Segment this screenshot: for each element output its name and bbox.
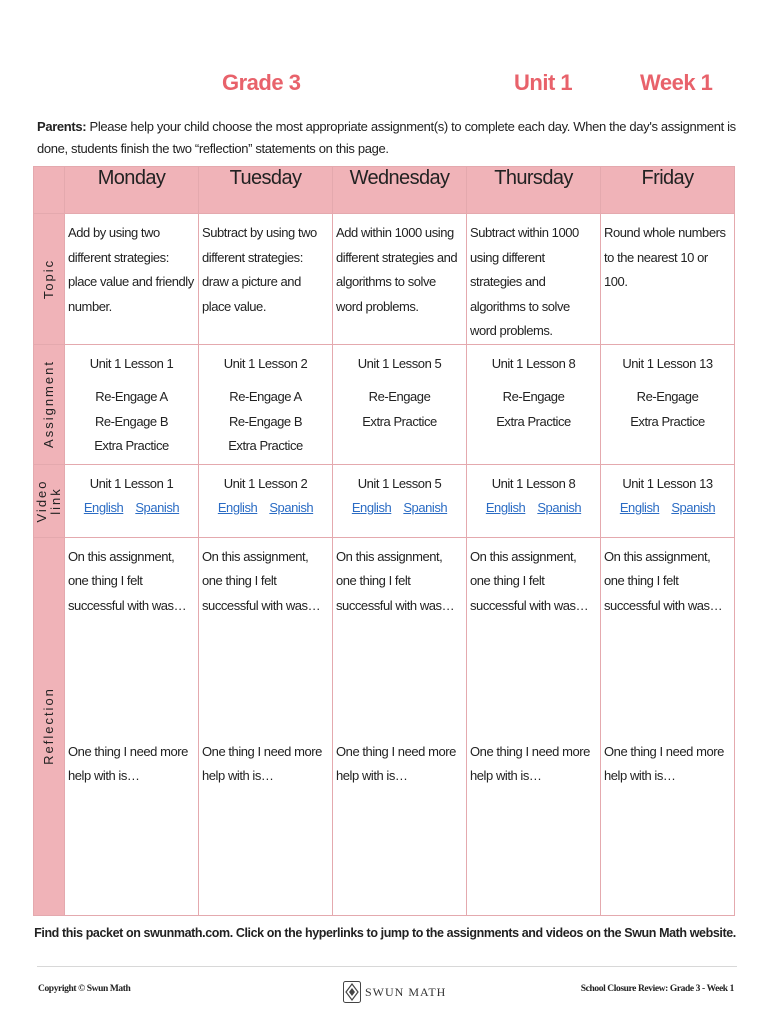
weekly-plan-table <box>33 166 735 916</box>
reflection-monday <box>65 537 199 916</box>
video-spanish-link[interactable]: Spanish <box>537 500 582 515</box>
day-header-monday: Monday <box>65 167 199 214</box>
topic-thursday: Subtract within 1000 using different strategies and algorithms to solve word problems. <box>467 214 601 345</box>
grade-title: Grade 3 <box>222 70 301 95</box>
video-spanish-link[interactable]: Spanish <box>403 500 448 515</box>
video-tuesday <box>199 464 333 537</box>
day-header-wednesday: Wednesday <box>333 167 467 214</box>
reflection-help-prompt: One thing I need more help with is… <box>470 743 590 783</box>
video-lesson: Unit 1 Lesson 8 <box>491 475 576 491</box>
parents-label: Parents: <box>37 119 87 134</box>
assignment-practice[interactable]: Re-Engage A <box>229 389 302 404</box>
reflection-help-prompt: One thing I need more help with is… <box>336 743 456 783</box>
video-lesson: Unit 1 Lesson 2 <box>223 475 308 491</box>
swun-logo-icon <box>343 981 361 1003</box>
reflection-help-prompt: One thing I need more help with is… <box>202 743 322 783</box>
video-spanish-link[interactable]: Spanish <box>671 500 716 515</box>
assignment-practice[interactable]: Re-Engage <box>636 389 699 404</box>
assignment-wednesday <box>333 344 467 464</box>
video-lesson: Unit 1 Lesson 5 <box>357 475 442 491</box>
topic-monday: Add by using two different strategies: place value and friendly number. <box>65 214 199 345</box>
video-english-link[interactable]: English <box>351 500 392 515</box>
review-title: School Closure Review: Grade 3 - Week 1 <box>580 984 734 994</box>
reflection-success-prompt: On this assignment, one thing I felt successful with was… <box>336 548 455 613</box>
reflection-success-prompt: On this assignment, one thing I felt successful with was… <box>604 548 723 613</box>
video-english-link[interactable]: English <box>485 500 526 515</box>
assignment-practice[interactable]: Re-Engage <box>502 389 565 404</box>
reflection-wednesday <box>333 537 467 916</box>
topic-tuesday: Subtract by using two different strategies: draw a picture and place value. <box>199 214 333 345</box>
swun-math-logo <box>343 976 446 1008</box>
reflection-tuesday <box>199 537 333 916</box>
video-spanish-link[interactable]: Spanish <box>269 500 314 515</box>
reflection-row-label: Reflection <box>34 537 65 916</box>
assignment-practice[interactable]: Extra Practice <box>362 413 437 429</box>
video-lesson: Unit 1 Lesson 1 <box>89 475 174 491</box>
assignment-row-label: Assignment <box>34 344 65 464</box>
parents-instructions <box>37 116 737 160</box>
assignment-practice[interactable]: Re-Engage B <box>94 413 169 429</box>
day-header-thursday: Thursday <box>467 167 601 214</box>
video-english-link[interactable]: English <box>83 500 124 515</box>
video-lesson: Unit 1 Lesson 13 <box>622 475 713 491</box>
reflection-friday <box>601 537 735 916</box>
footer-instructions: Find this packet on swunmath.com. Click on the hyperlinks to jump to the assignments and videos on the Swun Math website. <box>34 926 736 940</box>
logo-wordmark: SWUN MATH <box>365 985 447 999</box>
video-monday <box>65 464 199 537</box>
assignment-tuesday <box>199 344 333 464</box>
video-english-link[interactable]: English <box>217 500 258 515</box>
video-friday <box>601 464 735 537</box>
assignment-lesson[interactable]: Unit 1 Lesson 13 <box>622 355 713 371</box>
reflection-help-prompt: One thing I need more help with is… <box>604 743 724 783</box>
topic-row <box>34 214 735 345</box>
assignment-thursday <box>467 344 601 464</box>
reflection-row <box>34 537 735 916</box>
assignment-practice[interactable]: Extra Practice <box>630 413 705 429</box>
assignment-practice[interactable]: Re-Engage <box>368 389 431 404</box>
assignment-lesson[interactable]: Unit 1 Lesson 1 <box>89 355 174 371</box>
reflection-help-prompt: One thing I need more help with is… <box>68 743 188 783</box>
reflection-thursday <box>467 537 601 916</box>
day-header-tuesday: Tuesday <box>199 167 333 214</box>
assignment-practice[interactable]: Extra Practice <box>94 438 169 453</box>
video-row <box>34 464 735 537</box>
assignment-monday <box>65 344 199 464</box>
video-wednesday <box>333 464 467 537</box>
video-thursday <box>467 464 601 537</box>
video-row-label: Video link <box>34 464 65 537</box>
assignment-practice[interactable]: Re-Engage A <box>95 389 168 404</box>
day-header-friday: Friday <box>601 167 735 214</box>
assignment-lesson[interactable]: Unit 1 Lesson 8 <box>491 355 576 371</box>
copyright-text: Copyright © Swun Math <box>38 984 131 994</box>
day-header-row <box>34 167 735 214</box>
assignment-practice[interactable]: Extra Practice <box>228 438 303 453</box>
reflection-success-prompt: On this assignment, one thing I felt successful with was… <box>470 548 589 613</box>
assignment-practice[interactable]: Re-Engage B <box>228 413 303 429</box>
unit-title: Unit 1 <box>514 70 573 95</box>
footer-divider <box>37 966 737 967</box>
topic-friday: Round whole numbers to the nearest 10 or 100. <box>601 214 735 345</box>
assignment-lesson[interactable]: Unit 1 Lesson 5 <box>357 355 442 371</box>
reflection-success-prompt: On this assignment, one thing I felt successful with was… <box>202 548 321 613</box>
corner-cell <box>34 167 65 214</box>
video-english-link[interactable]: English <box>619 500 660 515</box>
reflection-success-prompt: On this assignment, one thing I felt successful with was… <box>68 548 187 613</box>
assignment-practice[interactable]: Extra Practice <box>496 413 571 429</box>
topic-row-label: Topic <box>34 214 65 345</box>
week-title: Week 1 <box>640 70 713 95</box>
parents-text: Please help your child choose the most appropriate assignment(s) to complete each day. When the day's assignment is done, students finish the two “reflection” statements on this page. <box>37 119 736 156</box>
assignment-lesson[interactable]: Unit 1 Lesson 2 <box>223 355 308 371</box>
assignment-friday <box>601 344 735 464</box>
topic-wednesday: Add within 1000 using different strategies and algorithms to solve word problems. <box>333 214 467 345</box>
video-spanish-link[interactable]: Spanish <box>135 500 180 515</box>
assignment-row <box>34 344 735 464</box>
